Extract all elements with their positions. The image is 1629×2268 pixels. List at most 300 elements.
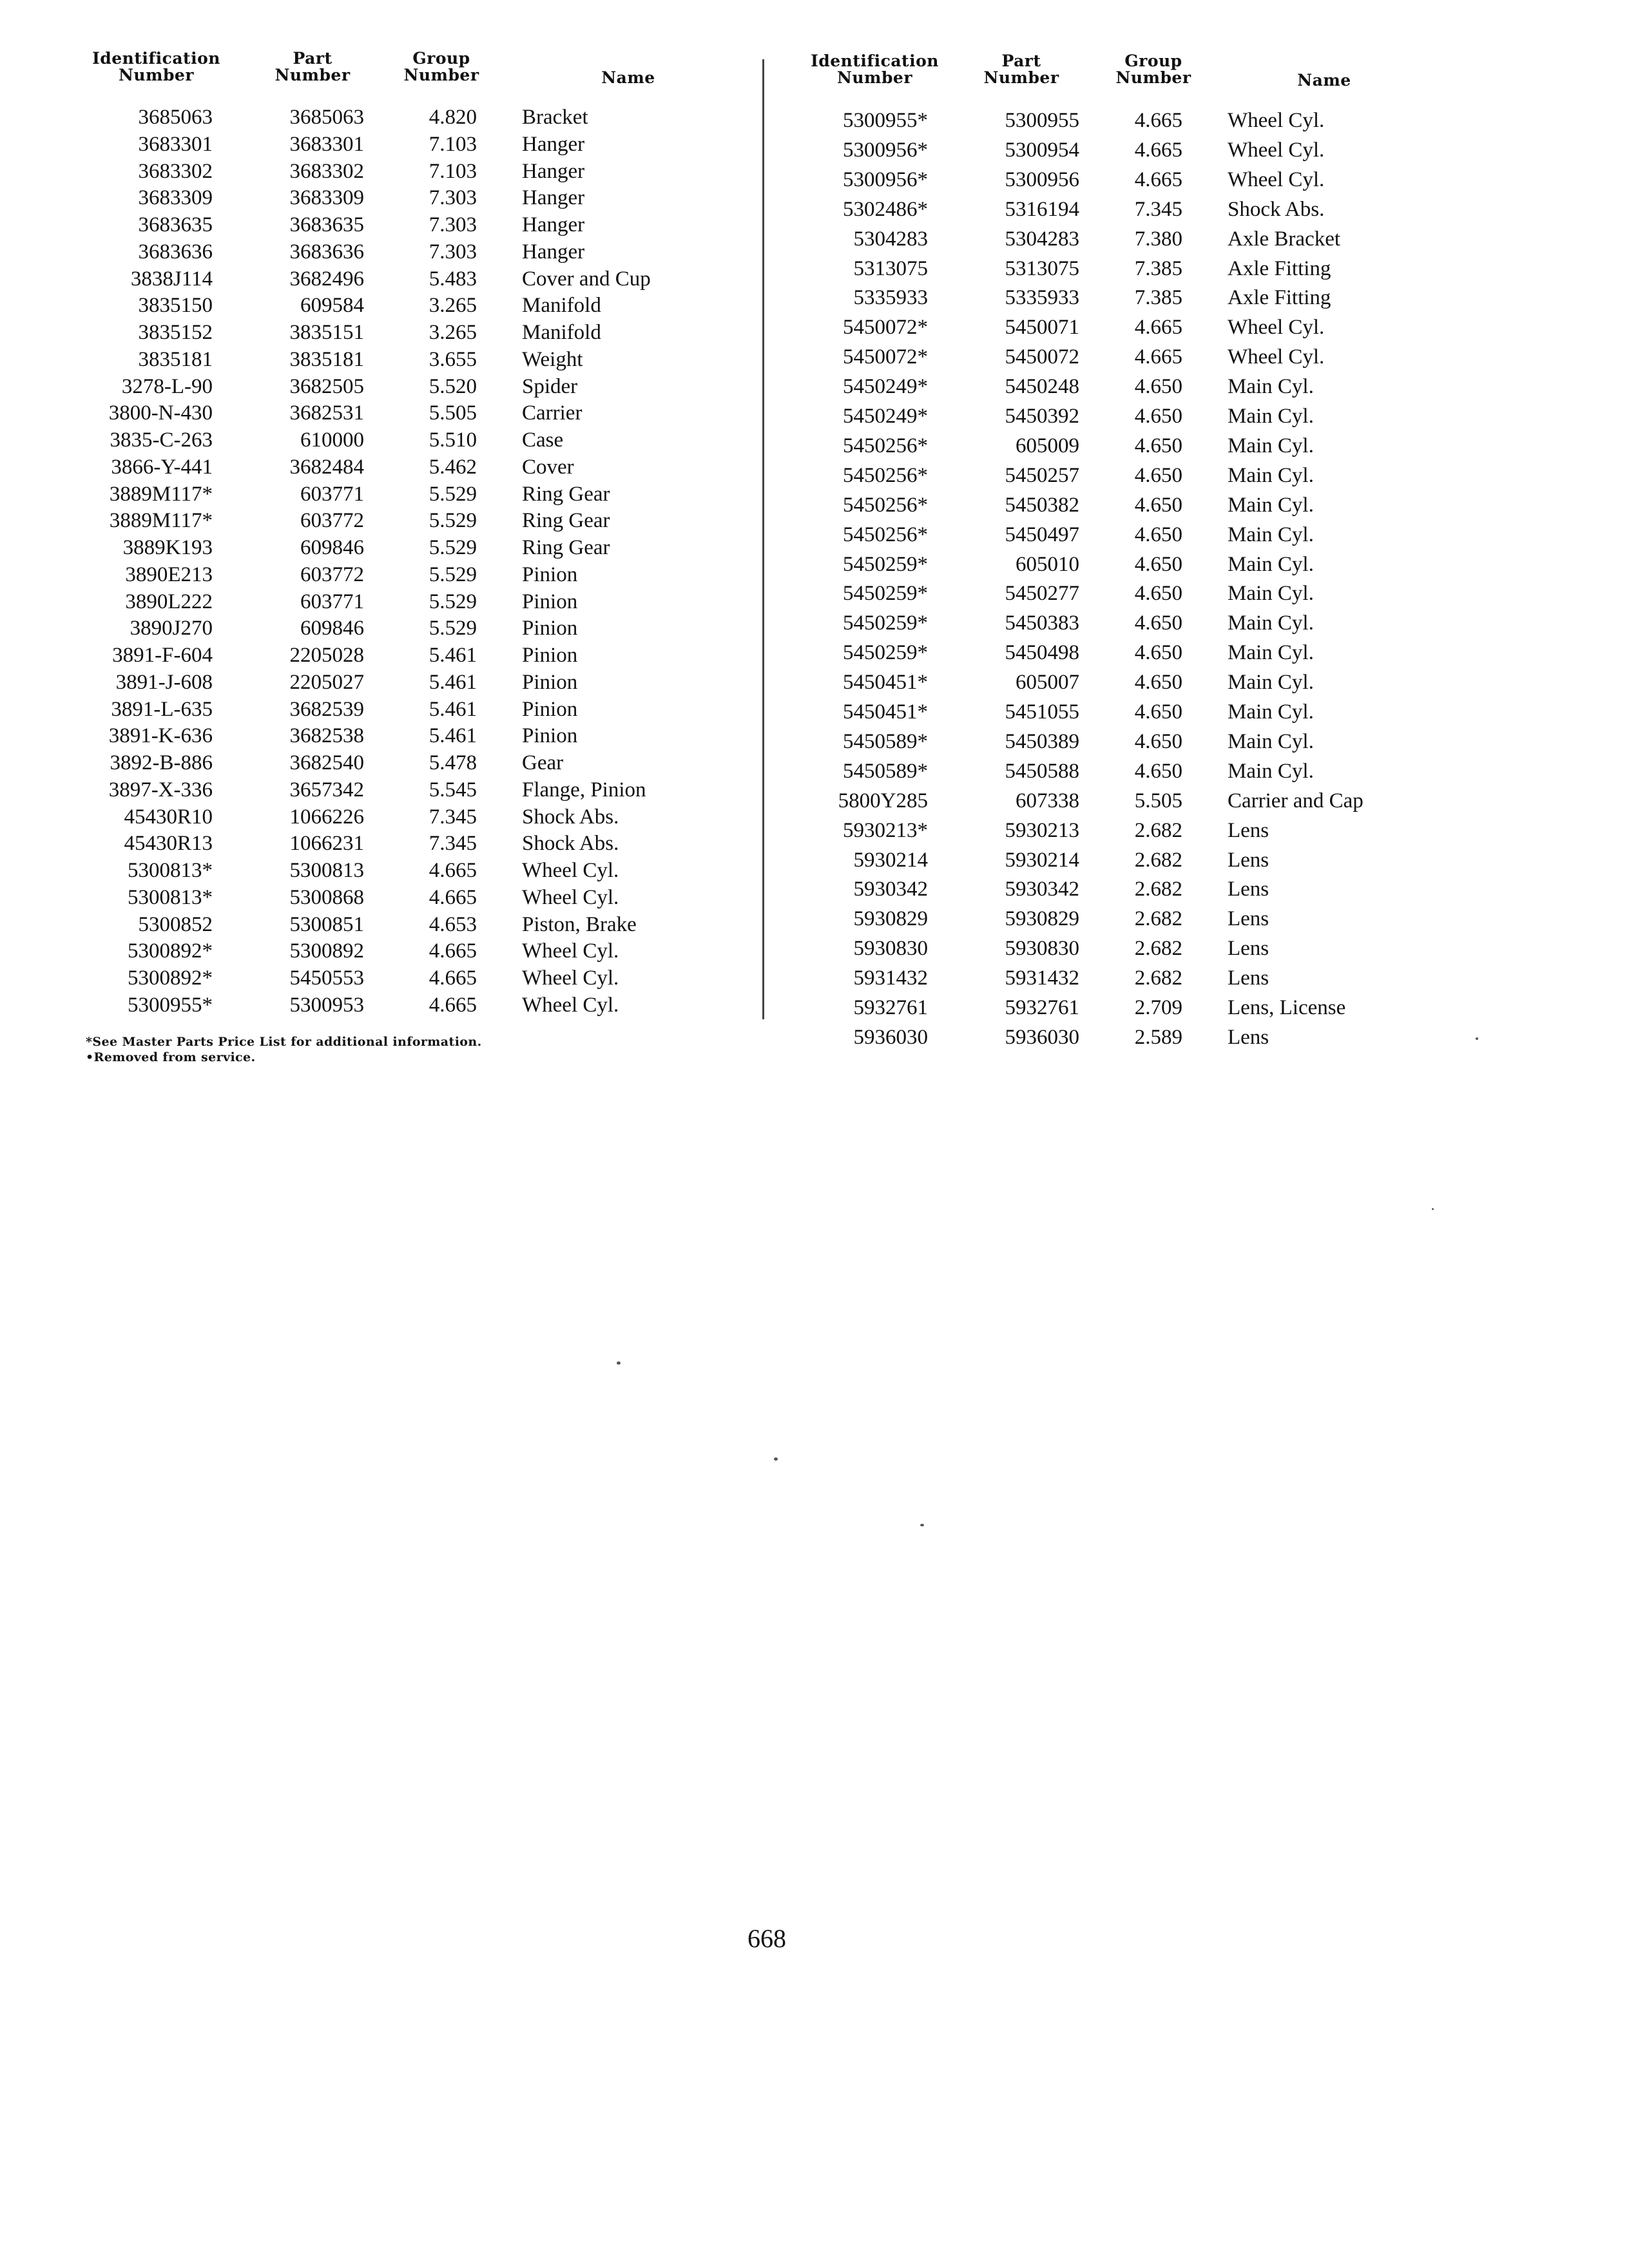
- group-number-cell: 5.529: [429, 482, 477, 506]
- group-number-cell: 4.820: [429, 106, 477, 129]
- group-number-cell: 7.380: [1134, 227, 1182, 251]
- table-row: [84, 347, 741, 374]
- identification-number-cell: 5450256*: [843, 434, 928, 457]
- table-row: [799, 522, 1456, 549]
- part-number-cell: 603772: [300, 509, 364, 533]
- part-number-cell: 5450257: [1005, 463, 1079, 487]
- name-cell: Hanger: [522, 240, 585, 264]
- table-row: [84, 320, 741, 347]
- part-number-cell: 3682484: [289, 455, 364, 479]
- identification-number-cell: 3278-L-90: [121, 374, 213, 398]
- part-number-cell: 3682538: [289, 724, 364, 748]
- name-cell: Wheel Cyl.: [1228, 316, 1325, 340]
- part-number-cell: 603771: [300, 590, 364, 613]
- part-number-cell: 605007: [1016, 671, 1079, 695]
- group-number-cell: 4.665: [1134, 109, 1182, 132]
- identification-number-cell: 3685063: [138, 106, 213, 129]
- group-number-cell: 4.665: [429, 885, 477, 909]
- name-cell: Pinion: [522, 724, 578, 748]
- group-number-cell: 7.103: [429, 132, 477, 156]
- name-cell: Main Cyl.: [1228, 405, 1314, 428]
- footnotes: [86, 1034, 482, 1065]
- name-cell: Shock Abs.: [522, 832, 619, 856]
- header-name: Name: [1297, 71, 1351, 90]
- identification-number-cell: 5450589*: [843, 759, 928, 783]
- table-row: [84, 858, 741, 885]
- table-row: [799, 936, 1456, 963]
- part-number-cell: 5936030: [1005, 1025, 1079, 1049]
- name-cell: Lens: [1228, 966, 1269, 990]
- table-row: [799, 729, 1456, 756]
- table-row: [84, 831, 741, 858]
- table-row: [799, 699, 1456, 726]
- group-number-cell: 4.650: [1134, 759, 1182, 783]
- part-number-cell: 603771: [300, 482, 364, 506]
- header-part-number: Part Number: [275, 49, 351, 84]
- group-number-cell: 4.665: [1134, 168, 1182, 191]
- name-cell: Pinion: [522, 697, 578, 721]
- footnote-removed-from-service: •Removed from service.: [86, 1050, 256, 1064]
- name-cell: Ring Gear: [522, 482, 610, 506]
- group-number-cell: 7.303: [429, 213, 477, 236]
- identification-number-cell: 5450072*: [843, 316, 928, 340]
- part-number-cell: 3682505: [289, 374, 364, 398]
- header-group-number: Group Number: [1115, 52, 1191, 87]
- part-number-cell: 3683309: [289, 186, 364, 210]
- table-row: [84, 965, 741, 992]
- identification-number-cell: 5450259*: [843, 552, 928, 576]
- identification-number-cell: 5450249*: [843, 405, 928, 428]
- name-cell: Main Cyl.: [1228, 671, 1314, 695]
- table-row: [799, 965, 1456, 992]
- name-cell: Wheel Cyl.: [1228, 168, 1325, 191]
- name-cell: Main Cyl.: [1228, 463, 1314, 487]
- table-row: [84, 885, 741, 912]
- column-divider: [762, 59, 764, 1019]
- name-cell: Ring Gear: [522, 509, 610, 533]
- group-number-cell: 5.529: [429, 617, 477, 640]
- table-row: [84, 669, 741, 697]
- name-cell: Pinion: [522, 590, 578, 613]
- name-cell: Flange, Pinion: [522, 778, 646, 802]
- part-number-cell: 3657342: [289, 778, 364, 802]
- part-number-cell: 5450071: [1005, 316, 1079, 340]
- header-part-number: Part Number: [983, 52, 1059, 87]
- name-cell: Wheel Cyl.: [522, 966, 619, 990]
- name-cell: Wheel Cyl.: [522, 939, 619, 963]
- table-row: [84, 992, 741, 1019]
- table-row: [799, 197, 1456, 224]
- table-row: [84, 777, 741, 804]
- table-row: [799, 344, 1456, 371]
- identification-number-cell: 5450256*: [843, 523, 928, 546]
- part-number-cell: 5932761: [1005, 996, 1079, 1019]
- table-row: [84, 697, 741, 724]
- name-cell: Main Cyl.: [1228, 729, 1314, 753]
- table-row: [799, 847, 1456, 874]
- table-row: [84, 723, 741, 750]
- part-number-cell: 5450382: [1005, 493, 1079, 517]
- group-number-cell: 4.653: [429, 912, 477, 936]
- name-cell: Ring Gear: [522, 536, 610, 559]
- group-number-cell: 4.650: [1134, 582, 1182, 606]
- part-number-cell: 5931432: [1005, 966, 1079, 990]
- identification-number-cell: 5932761: [853, 996, 928, 1019]
- identification-number-cell: 5300955*: [843, 109, 928, 132]
- identification-number-cell: 5450451*: [843, 700, 928, 724]
- part-number-cell: 3682539: [289, 697, 364, 721]
- name-cell: Main Cyl.: [1228, 523, 1314, 546]
- table-row: [799, 226, 1456, 253]
- identification-number-cell: 3892-B-886: [110, 751, 213, 774]
- name-cell: Main Cyl.: [1228, 641, 1314, 665]
- identification-number-cell: 5300813*: [128, 859, 213, 882]
- table-row: [84, 804, 741, 831]
- group-number-cell: 7.345: [1134, 197, 1182, 221]
- name-cell: Axle Fitting: [1228, 286, 1331, 310]
- group-number-cell: 5.510: [429, 428, 477, 452]
- identification-number-cell: 5450451*: [843, 671, 928, 695]
- group-number-cell: 4.650: [1134, 463, 1182, 487]
- table-row: [799, 314, 1456, 341]
- part-number-cell: 603772: [300, 562, 364, 586]
- identification-number-cell: 3889K193: [122, 536, 213, 559]
- part-number-cell: 607338: [1016, 789, 1079, 812]
- group-number-cell: 2.682: [1134, 848, 1182, 872]
- identification-number-cell: 5304283: [853, 227, 928, 251]
- group-number-cell: 5.461: [429, 644, 477, 667]
- group-number-cell: 4.665: [429, 859, 477, 882]
- part-number-cell: 5450072: [1005, 345, 1079, 369]
- name-cell: Carrier: [522, 401, 583, 425]
- part-number-cell: 610000: [300, 428, 364, 452]
- part-number-cell: 5300892: [289, 939, 364, 963]
- identification-number-cell: 3683636: [138, 240, 213, 264]
- name-cell: Carrier and Cap: [1228, 789, 1364, 812]
- part-number-cell: 5451055: [1005, 700, 1079, 724]
- table-row: [84, 159, 741, 186]
- header-identification-number: Identification Number: [811, 52, 939, 87]
- table-row: [84, 508, 741, 535]
- table-row: [799, 788, 1456, 815]
- name-cell: Wheel Cyl.: [522, 993, 619, 1017]
- identification-number-cell: 5300956*: [843, 138, 928, 162]
- part-number-cell: 3683635: [289, 213, 364, 236]
- group-number-cell: 4.650: [1134, 523, 1182, 546]
- part-number-cell: 5450277: [1005, 582, 1079, 606]
- table-row: [799, 995, 1456, 1022]
- table-row: [799, 403, 1456, 430]
- table-row: [84, 535, 741, 562]
- identification-number-cell: 5300956*: [843, 168, 928, 191]
- scan-speck: [1476, 1037, 1478, 1040]
- identification-number-cell: 3891-F-604: [112, 644, 213, 667]
- name-cell: Cover: [522, 455, 574, 479]
- group-number-cell: 4.650: [1134, 405, 1182, 428]
- table-row: [799, 1024, 1456, 1052]
- name-cell: Lens: [1228, 937, 1269, 961]
- table-row: [84, 212, 741, 239]
- identification-number-cell: 5936030: [853, 1025, 928, 1049]
- header-identification-number: Identification Number: [92, 49, 220, 84]
- table-row: [84, 481, 741, 508]
- part-number-cell: 5450392: [1005, 405, 1079, 428]
- part-number-cell: 5450383: [1005, 611, 1079, 635]
- name-cell: Shock Abs.: [1228, 197, 1325, 221]
- name-cell: Piston, Brake: [522, 912, 637, 936]
- name-cell: Lens: [1228, 818, 1269, 842]
- table-row: [799, 906, 1456, 933]
- group-number-cell: 4.650: [1134, 700, 1182, 724]
- group-number-cell: 2.709: [1134, 996, 1182, 1019]
- table-row: [84, 266, 741, 293]
- group-number-cell: 5.529: [429, 536, 477, 559]
- identification-number-cell: 5313075: [853, 256, 928, 280]
- group-number-cell: 5.505: [429, 401, 477, 425]
- group-number-cell: 4.665: [1134, 138, 1182, 162]
- part-number-cell: 5316194: [1005, 197, 1079, 221]
- group-number-cell: 2.682: [1134, 878, 1182, 901]
- identification-number-cell: 3866-Y-441: [111, 455, 213, 479]
- group-number-cell: 5.461: [429, 670, 477, 694]
- footnote-master-parts: *See Master Parts Price List for additional information.: [86, 1035, 482, 1049]
- identification-number-cell: 3683301: [138, 132, 213, 156]
- group-number-cell: 5.545: [429, 778, 477, 802]
- identification-number-cell: 3838J114: [130, 267, 213, 291]
- name-cell: Pinion: [522, 644, 578, 667]
- table-row: [799, 876, 1456, 903]
- part-number-cell: 605010: [1016, 552, 1079, 576]
- name-cell: Main Cyl.: [1228, 611, 1314, 635]
- identification-number-cell: 3890J270: [130, 617, 213, 640]
- part-number-cell: 5300851: [289, 912, 364, 936]
- group-number-cell: 4.650: [1134, 375, 1182, 399]
- identification-number-cell: 5302486*: [843, 197, 928, 221]
- part-number-cell: 5304283: [1005, 227, 1079, 251]
- table-row: [84, 562, 741, 589]
- part-number-cell: 5930830: [1005, 937, 1079, 961]
- part-number-cell: 5450498: [1005, 641, 1079, 665]
- part-number-cell: 5450553: [289, 966, 364, 990]
- identification-number-cell: 3835181: [138, 347, 213, 371]
- part-number-cell: 1066226: [289, 805, 364, 829]
- identification-number-cell: 5800Y285: [838, 789, 928, 812]
- part-number-cell: 5300956: [1005, 168, 1079, 191]
- part-number-cell: 2205027: [289, 670, 364, 694]
- identification-number-cell: 3835-C-263: [110, 428, 213, 452]
- table-row: [799, 492, 1456, 519]
- name-cell: Wheel Cyl.: [1228, 109, 1325, 132]
- identification-number-cell: 3683635: [138, 213, 213, 236]
- group-number-cell: 5.529: [429, 509, 477, 533]
- identification-number-cell: 3835150: [138, 294, 213, 318]
- group-number-cell: 2.682: [1134, 907, 1182, 931]
- group-number-cell: 5.520: [429, 374, 477, 398]
- identification-number-cell: 3683302: [138, 159, 213, 183]
- part-number-cell: 2205028: [289, 644, 364, 667]
- part-number-cell: 5930342: [1005, 878, 1079, 901]
- table-row: [799, 669, 1456, 697]
- name-cell: Main Cyl.: [1228, 552, 1314, 576]
- part-number-cell: 3683636: [289, 240, 364, 264]
- identification-number-cell: 45430R13: [124, 832, 213, 856]
- header-name: Name: [601, 68, 655, 87]
- part-number-cell: 5450389: [1005, 729, 1079, 753]
- identification-number-cell: 3890E213: [125, 562, 213, 586]
- part-number-cell: 5300813: [289, 859, 364, 882]
- identification-number-cell: 5930829: [853, 907, 928, 931]
- table-row: [799, 108, 1456, 135]
- table-row: [799, 640, 1456, 667]
- part-number-cell: 609584: [300, 294, 364, 318]
- group-number-cell: 5.478: [429, 751, 477, 774]
- name-cell: Lens: [1228, 848, 1269, 872]
- table-row: [84, 239, 741, 266]
- identification-number-cell: 3800-N-430: [108, 401, 213, 425]
- table-row: [799, 758, 1456, 785]
- table-row: [84, 750, 741, 777]
- identification-number-cell: 5450589*: [843, 729, 928, 753]
- name-cell: Wheel Cyl.: [522, 859, 619, 882]
- group-number-cell: 5.461: [429, 697, 477, 721]
- group-number-cell: 4.650: [1134, 611, 1182, 635]
- name-cell: Case: [522, 428, 564, 452]
- table-row: [84, 912, 741, 939]
- name-cell: Pinion: [522, 670, 578, 694]
- group-number-cell: 2.589: [1134, 1025, 1182, 1049]
- table-row: [84, 400, 741, 427]
- table-row: [799, 433, 1456, 460]
- table-row: [84, 131, 741, 159]
- table-row: [84, 589, 741, 616]
- name-cell: Hanger: [522, 186, 585, 210]
- scan-speck: [1432, 1208, 1434, 1210]
- group-number-cell: 4.650: [1134, 729, 1182, 753]
- name-cell: Spider: [522, 374, 578, 398]
- name-cell: Pinion: [522, 617, 578, 640]
- table-row: [84, 642, 741, 669]
- part-number-cell: 3683302: [289, 159, 364, 183]
- name-cell: Wheel Cyl.: [1228, 138, 1325, 162]
- group-number-cell: 7.345: [429, 805, 477, 829]
- part-number-cell: 3685063: [289, 106, 364, 129]
- table-row: [84, 104, 741, 131]
- table-row: [84, 374, 741, 401]
- page-number: 668: [747, 1924, 786, 1953]
- table-row: [799, 818, 1456, 845]
- name-cell: Main Cyl.: [1228, 375, 1314, 399]
- name-cell: Axle Fitting: [1228, 256, 1331, 280]
- table-row: [799, 463, 1456, 490]
- name-cell: Lens: [1228, 878, 1269, 901]
- name-cell: Manifold: [522, 294, 601, 318]
- name-cell: Hanger: [522, 132, 585, 156]
- identification-number-cell: 3891-K-636: [108, 724, 213, 748]
- part-number-cell: 5300868: [289, 885, 364, 909]
- part-number-cell: 3683301: [289, 132, 364, 156]
- table-row: [799, 610, 1456, 637]
- part-number-cell: 5450497: [1005, 523, 1079, 546]
- identification-number-cell: 5300892*: [128, 966, 213, 990]
- identification-number-cell: 5300813*: [128, 885, 213, 909]
- group-number-cell: 2.682: [1134, 818, 1182, 842]
- name-cell: Main Cyl.: [1228, 700, 1314, 724]
- name-cell: Manifold: [522, 321, 601, 344]
- identification-number-cell: 5930214: [853, 848, 928, 872]
- identification-number-cell: 3890L222: [125, 590, 213, 613]
- identification-number-cell: 3891-L-635: [111, 697, 213, 721]
- identification-number-cell: 5930830: [853, 937, 928, 961]
- header-group-number: Group Number: [403, 49, 479, 84]
- part-number-cell: 3682540: [289, 751, 364, 774]
- table-row: [84, 454, 741, 481]
- part-number-cell: 3835181: [289, 347, 364, 371]
- part-number-cell: 5313075: [1005, 256, 1079, 280]
- group-number-cell: 4.650: [1134, 493, 1182, 517]
- name-cell: Lens: [1228, 907, 1269, 931]
- identification-number-cell: 5930213*: [843, 818, 928, 842]
- part-number-cell: 3682496: [289, 267, 364, 291]
- table-row: [84, 615, 741, 642]
- group-number-cell: 4.650: [1134, 552, 1182, 576]
- scan-speck: [617, 1361, 621, 1365]
- identification-number-cell: 5300955*: [128, 993, 213, 1017]
- part-number-cell: 5300955: [1005, 109, 1079, 132]
- part-number-cell: 5930829: [1005, 907, 1079, 931]
- identification-number-cell: 5450072*: [843, 345, 928, 369]
- group-number-cell: 3.655: [429, 347, 477, 371]
- group-number-cell: 7.303: [429, 240, 477, 264]
- identification-number-cell: 5930342: [853, 878, 928, 901]
- part-number-cell: 5450248: [1005, 375, 1079, 399]
- part-number-cell: 1066231: [289, 832, 364, 856]
- table-row: [799, 581, 1456, 608]
- group-number-cell: 4.665: [429, 939, 477, 963]
- identification-number-cell: 3835152: [138, 321, 213, 344]
- identification-number-cell: 5450259*: [843, 582, 928, 606]
- group-number-cell: 5.462: [429, 455, 477, 479]
- group-number-cell: 3.265: [429, 294, 477, 318]
- table-row: [799, 285, 1456, 312]
- name-cell: Axle Bracket: [1228, 227, 1341, 251]
- name-cell: Bracket: [522, 106, 588, 129]
- identification-number-cell: 5335933: [853, 286, 928, 310]
- identification-number-cell: 5450249*: [843, 375, 928, 399]
- table-row: [799, 552, 1456, 579]
- table-row: [799, 167, 1456, 194]
- scan-speck: [774, 1457, 778, 1461]
- table-row: [799, 374, 1456, 401]
- name-cell: Shock Abs.: [522, 805, 619, 829]
- table-row: [799, 256, 1456, 283]
- identification-number-cell: 5450256*: [843, 463, 928, 487]
- identification-number-cell: 3891-J-608: [115, 670, 213, 694]
- group-number-cell: 7.303: [429, 186, 477, 210]
- identification-number-cell: 3889M117*: [109, 482, 213, 506]
- part-number-cell: 5450588: [1005, 759, 1079, 783]
- name-cell: Wheel Cyl.: [1228, 345, 1325, 369]
- part-number-cell: 3835151: [289, 321, 364, 344]
- name-cell: Cover and Cup: [522, 267, 651, 291]
- group-number-cell: 4.650: [1134, 671, 1182, 695]
- identification-number-cell: 5450256*: [843, 493, 928, 517]
- group-number-cell: 4.650: [1134, 434, 1182, 457]
- group-number-cell: 2.682: [1134, 937, 1182, 961]
- group-number-cell: 7.385: [1134, 256, 1182, 280]
- scan-speck: [920, 1524, 924, 1526]
- part-number-cell: 5930214: [1005, 848, 1079, 872]
- part-number-cell: 5335933: [1005, 286, 1079, 310]
